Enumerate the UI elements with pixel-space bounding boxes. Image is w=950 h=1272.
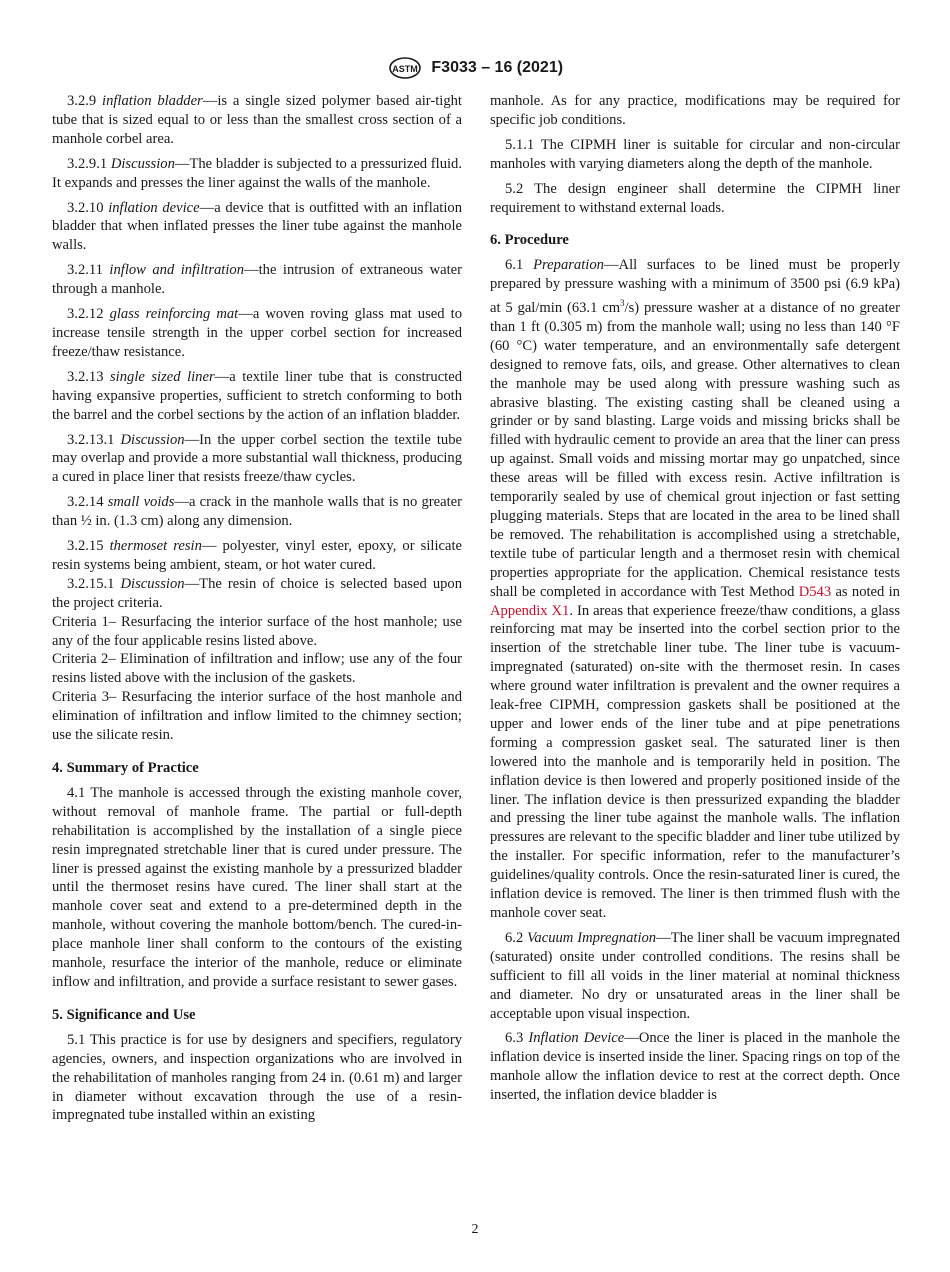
section-heading-4: 4. Summary of Practice <box>52 760 199 776</box>
definition-3-2-9: 3.2.9 inflation bladder—is a single sized polymer based air-tight tube that is sized equal to or less than the smallest cross section of a manhole corbel area. <box>52 93 462 147</box>
right-column <box>490 92 900 1111</box>
definition-3-2-15: 3.2.15 thermoset resin— polyester, vinyl ester, epoxy, or silicate resin systems being ambient, steam, or hot water cured. <box>52 538 462 573</box>
definition-3-2-13: 3.2.13 single sized liner—a textile liner tube that is constructed having expansive properties, sufficient to stretch conforming to both the barrel and the corbel sections by the action of an inflation bladder. <box>52 368 462 423</box>
criteria-3: Criteria 3– Resurfacing the interior surface of the host manhole and elimination of infiltration and inflow limited to the chimney section; use the silicate resin. <box>52 689 462 744</box>
left-column <box>52 92 462 1131</box>
criteria-2: Criteria 2– Elimination of infiltration and inflow; use any of the four resins listed above with the inclusion of the gaskets. <box>52 651 462 687</box>
section-heading-6: 6. Procedure <box>490 232 569 249</box>
definition-3-2-10: 3.2.10 inflation device—a device that is outfitted with an inflation bladder that when inflated presses the liner tube against the manhole walls. <box>52 199 462 254</box>
paragraph-5-1-continued: manhole. As for any practice, modifications may be required for specific job conditions. <box>490 93 900 128</box>
paragraph-6-1: 6.1 Preparation—All surfaces to be lined must be properly prepared by pressure washing with a minimum of 3500 psi (6.9 kPa) at 5 gal/min (63.1 $cm^3/s$) pressure washer at a distance of no greater than 1 ft (0.305 m) from the manhole wall; using no less than 140 °F (60 °C) water temperature, and an environmentally safe detergent designed to remove fats, oils, and grease. Other alternatives to clean the manhole may be used along with pressure washing such as abrasive blasting. The existing casting shall be cleaned using a grinder or by sand blasting. Large voids and missing bricks shall be filled with hydraulic cement to provide an area that the liner can press up against. Small voids and missing mortar may go unpatched, since these areas will be filled with excess resin. Active infiltration is temporarily sealed by use of chemical grout injection or fast setting plugging materials. Steps that are located in the area to be lined shall be removed. The rehabilitation is accomplished using a stretchable, textile tube of particular length and a thermoset resin with chemical properties appropriate for the application. Chemical resistance tests shall be completed in accordance with Test Method D543 as noted in Appendix X1. In areas that experience freeze/thaw conditions, a glass reinforcing mat may be inserted into the corbel section prior to the insertion of the stretchable liner tube. The liner tube is vacuum-impregnated (saturated) on-site with the thermoset resin. In cases where ground water infiltration is prevalent and the owner requires a leak-free CIPMH, compression gaskets shall be positioned at the upper and lower ends of the liner tube and at pipe penetrations forming a compression gasket seal. The saturated liner is then lowered into the manhole and is temporarily held in position. The inflation device is then lowered and properly positioned inside of the liner. The inflation device is then pressurized expanding the bladder and pressing the liner tube against the manhole walls. The inflation pressures are relevant to the specific bladder and liner tube utilized by the installer. For specific information, refer to the manufacturer’s guidelines/quality controls. Once the resin-saturated liner is cured, the inflation device is removed. The liner is then trimmed flush with the manhole cover seat. <box>490 257 901 922</box>
paragraph-5-1: 5.1 This practice is for use by designers and specifiers, regulatory agencies, owners, and inspection organizations who are involved in the rehabilitation of manholes ranging from 24 in. (0.61 m) and larger in diameter without excavation through the use of a resin-impregnated tube installed within an existing <box>52 1031 462 1124</box>
paragraph-6-2: 6.2 Vacuum Impregnation—The liner shall be vacuum impregnated (saturated) onsite under controlled conditions. The resins shall be sufficient to fill all voids in the liner material at nominal thickness and diameter. No dry or unsaturated areas in the liner shall be acceptable upon visual inspection. <box>490 929 900 1022</box>
criteria-1: Criteria 1– Resurfacing the interior surface of the host manhole; use any of the four applicable resins listed above. <box>52 613 462 649</box>
link-appendix-x1[interactable]: Appendix X1 <box>490 602 570 619</box>
paragraph-4-1: 4.1 The manhole is accessed through the existing manhole cover, without removal of manhole frame. The partial or full-depth rehabilitation is accomplished by the installation of a single piece resin impregnated stretchable liner that is cured under pressure. The liner is pressed against the existing manhole by a pressurized bladder until the thermoset resins have cured. The liner shall start at the manhole cover seat and extend to a pre-determined depth in the manhole, without covering the manhole bottom/bench. The cured-in-place manhole liner shall conform to the contours of the existing manhole, resurface the interior of the manhole, reduce or eliminate inflow and infiltration, and provide a surface resistant to sewer gases. <box>52 784 462 990</box>
astm-logo-icon <box>387 56 423 80</box>
document-code: F3033 – 16 (2021) <box>431 59 564 76</box>
paragraph-5-1-1: 5.1.1 The CIPMH liner is suitable for circular and non-circular manholes with varying diameters along the depth of the manhole. <box>490 136 900 172</box>
definition-3-2-13-1: 3.2.13.1 Discussion—In the upper corbel section the textile tube may overlap and provide a more substantial wall thickness, producing a cured in place liner that resists freeze/thaw cycles. <box>52 431 463 486</box>
paragraph-5-2: 5.2 The design engineer shall determine the CIPMH liner requirement to withstand external loads. <box>490 180 900 216</box>
definition-3-2-11: 3.2.11 inflow and infiltration—the intrusion of extraneous water through a manhole. <box>52 262 463 298</box>
svg-text:ASTM: ASTM <box>392 64 418 74</box>
link-d543[interactable]: D543 <box>798 583 832 600</box>
paragraph-6-3: 6.3 Inflation Device—Once the liner is placed in the manhole the inflation device is inserted inside the liner. Spacing rings on top of the manhole allow the inflation device to rest at the correct depth. Once inserted, the inflation device bladder is <box>490 1030 901 1104</box>
definition-3-2-12: 3.2.12 glass reinforcing mat—a woven roving glass mat used to increase tensile strength in the upper corbel section for increased freeze/thaw resistance. <box>52 306 462 360</box>
section-heading-5: 5. Significance and Use <box>52 1006 196 1023</box>
definition-3-2-14: 3.2.14 small voids—a crack in the manhole walls that is no greater than ½ in. (1.3 cm) along any dimension. <box>52 494 463 530</box>
definition-3-2-9-1: 3.2.9.1 Discussion—The bladder is subjected to a pressurized fluid. It expands and presses the liner against the walls of the manhole. <box>52 155 462 191</box>
definition-3-2-15-1: 3.2.15.1 Discussion—The resin of choice is selected based upon the project criteria. <box>52 575 463 611</box>
page-number: 2 <box>471 1222 479 1237</box>
page-header <box>0 56 950 80</box>
